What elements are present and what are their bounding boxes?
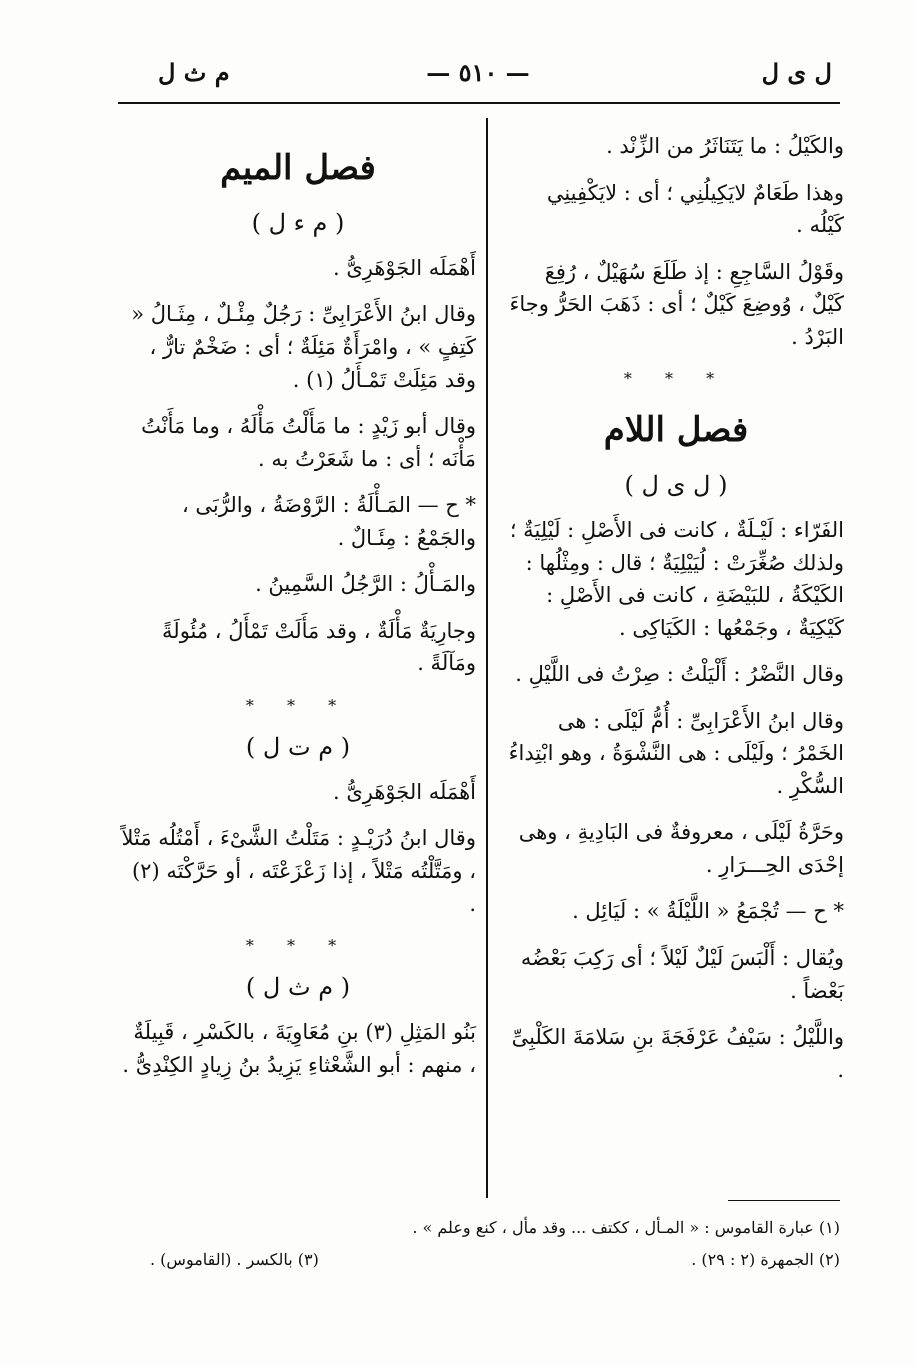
separator-stars: * * *: [245, 936, 351, 956]
footnotes: [150, 1212, 840, 1276]
page-number: — ٥١٠ —: [426, 58, 530, 87]
paragraph: وقال ابنُ الأَعْرَابِىِّ : أُمُّ لَيْلَى : هى الخَمْرُ ؛ ولَيْلَى : هى النَّشْوَةُ ، وهو ابْتِداءُ السُّكْرِ .: [508, 708, 844, 798]
footnote-1: (١) عبارة القاموس : « المـأل ، ككتف ... وقد مأل ، كنع وعلم » .: [412, 1218, 840, 1237]
footnote-row: [150, 1244, 840, 1276]
root-heading: ( م ت ل ): [245, 732, 351, 761]
left-column: [120, 130, 476, 1095]
separator-stars: * * *: [245, 695, 351, 715]
paragraph: وقَوْلُ السَّاجِعِ : إذ طَلَعَ سُهَيْلٌ ، رُفِعَ كَيْلٌ ، وُوضِعَ كَيْلٌ ؛ أى : ذَهَبَ الحَرُّ وجاءَ البَرْدُ .: [509, 259, 844, 349]
paragraph: وهذا طَعَامٌ لايَكِيلُنِي ؛ أى : لايَكْفِينِي كَيْلُه .: [546, 180, 844, 238]
paragraph: وقال ابنُ دُرَيْـدٍ : مَتَلْتُ الشَّىْءَ ، أَمْتُلُه مَتْلاً ، ومَتَّلْتُه مَتْلاً ، إذا زَعْزَعْتَه ، أو حَرَّكْتَه (٢) .: [121, 826, 476, 916]
root-heading: ( ل ى ل ): [624, 470, 728, 499]
separator-stars: * * *: [623, 369, 729, 389]
header-right-root: ل ى ل: [761, 58, 832, 87]
paragraph: وجارِيَةٌ مَأْلَةٌ ، وقد مَأَلَتْ تَمْأَلُ ، مُئُولَةً ومَآلَةً .: [162, 618, 476, 676]
root-heading: ( م ء ل ): [251, 208, 345, 237]
paragraph: وقال أبو زَيْدٍ : ما مَأَلْتُ مَأْلَهُ ، وما مَأَنْتُ مَأْنَه ؛ أى : ما شَعَرْتُ به .: [141, 414, 476, 471]
paragraph: ويُقال : أَلْبَسَ لَيْلٌ لَيْلاً ؛ أى رَكِبَ بَعْضُه بَعْضاً .: [520, 945, 844, 1003]
paragraph: * ح — المَـأْلَةُ : الرَّوْضَةُ ، والرُّبَى ، والجَمْعُ : مِئَـالٌ .: [181, 493, 476, 550]
root-heading: ( م ث ل ): [245, 972, 351, 1001]
paragraph: والكَيْلُ : ما يَتَنَاثَرُ من الزِّنْد .: [606, 134, 844, 158]
paragraph: بَنُو المَثِلِ (٣) بنِ مُعَاوِيَةَ ، بالكَسْرِ ، قَبِيلَةٌ ، منهم : أبو الشَّعْثاءِ يَزِيدُ بنُ زِيادٍ الكِنْدِىُّ .: [122, 1020, 476, 1077]
right-column: [508, 130, 844, 1100]
paragraph: وقال النَّضْرُ : أَلْيَلْتُ : صِرْتُ فى اللَّيْلِ .: [515, 662, 844, 687]
paragraph: الفَرّاء : لَيْـلَةٌ ، كانت فى الأَصْلِ : لَيْلِيَةٌ ؛ ولذلك صُغِّرَتْ : لُيَيْلِيَةٌ ؛ قال : ومِثْلُها : الكَيْكَةُ ، للبَيْضَةِ ، كانت فى الأَصْلِ : كَيْكِيَةٌ ، وجَمْعُها : الكَيَاكِى .: [509, 517, 844, 640]
footnote-3: (٣) بالكسر . (القاموس) .: [150, 1250, 319, 1269]
footnote-2: (٢) الجمهرة (٢ : ٢٩) .: [691, 1250, 840, 1269]
footnote-rule: [728, 1200, 840, 1201]
paragraph: وقال ابنُ الأَعْرَابِىِّ : رَجُلٌ مِئْـلٌ ، مِثَـالُ « كَتِفٍ » ، وامْرَأَةٌ مَئِلَةٌ ؛ أى : ضَخْمٌ تارٌّ ، وقد مَئِلَتْ تَمْـأَلُ (١) .: [131, 302, 476, 392]
paragraph: أَهْمَلَه الجَوْهَرِىُّ .: [332, 779, 476, 804]
paragraph: وحَرَّةُ لَيْلَى ، معروفةٌ فى البَادِيةِ ، وهى إحْدَى الحِـــرَارِ .: [518, 820, 844, 877]
header-rule: [118, 102, 840, 104]
section-title-mim: فصل الميم: [220, 148, 376, 188]
paragraph: أَهْمَلَه الجَوْهَرِىُّ .: [332, 255, 476, 280]
paragraph: * ح — تُجْمَعُ « اللَّيْلَةُ » : لَيَائِل .: [572, 899, 844, 924]
column-divider: [486, 118, 488, 1198]
paragraph: والمَـأْلُ : الرَّجُلُ السَّمِينُ .: [255, 572, 476, 597]
paragraph: واللَّيْلُ : سَيْفُ عَرْفَجَةَ بنِ سَلامَةَ الكَلْبِىِّ .: [511, 1025, 844, 1082]
section-title-lam: فصل اللام: [603, 410, 749, 451]
header-left-root: م ث ل: [158, 58, 230, 87]
page-header: [118, 52, 838, 100]
